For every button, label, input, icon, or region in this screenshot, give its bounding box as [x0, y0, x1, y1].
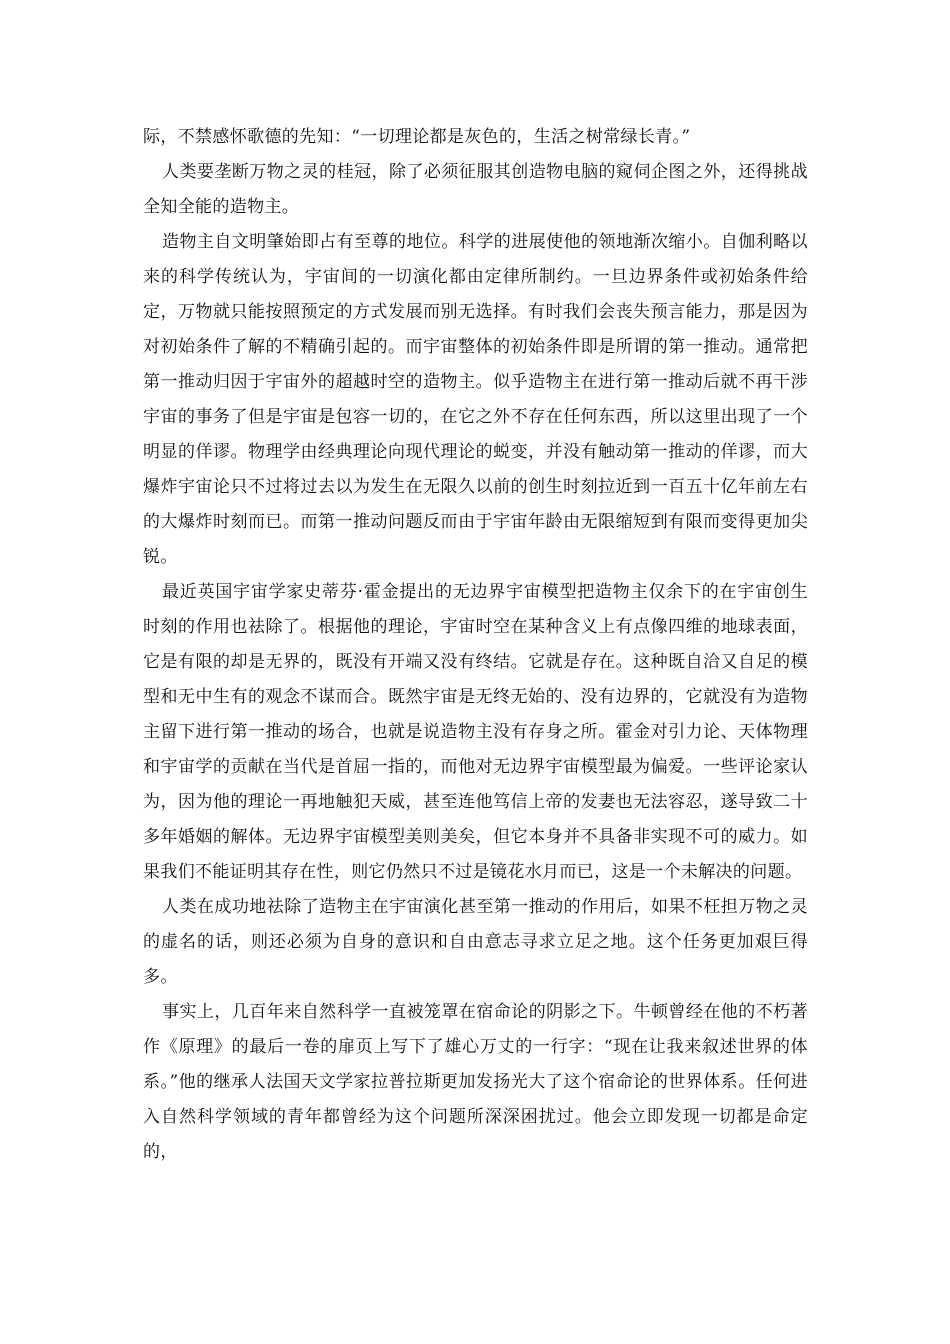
document-body	[143, 120, 808, 1170]
paragraph-continuation: 际，不禁感怀歌德的先知：“一切理论都是灰色的，生活之树常绿长青。”	[143, 127, 691, 147]
paragraph: 人类在成功地祛除了造物主在宇宙演化甚至第一推动的作用后，如果不枉担万物之灵的虚名的话，则还必须为自身的意识和自由意志寻求立足之地。这个任务更加艰巨得多。	[143, 897, 808, 987]
paragraph: 事实上，几百年来自然科学一直被笼罩在宿命论的阴影之下。牛顿曾经在他的不朽著作《原理》的最后一卷的扉页上写下了雄心万丈的一行字：“现在让我来叙述世界的体系。”他的继承人法国天文学家拉普拉斯更加发扬光大了这个宿命论的世界体系。任何进入自然科学领域的青年都曾经为这个问题所深深困扰过。他会立即发现一切都是命定的，	[143, 1002, 808, 1162]
paragraph: 人类要垄断万物之灵的桂冠，除了必须征服其创造物电脑的窥伺企图之外，还得挑战全知全能的造物主。	[143, 162, 808, 217]
paragraph: 造物主自文明肇始即占有至尊的地位。科学的进展使他的领地渐次缩小。自伽利略以来的科学传统认为，宇宙间的一切演化都由定律所制约。一旦边界条件或初始条件给定，万物就只能按照预定的方式发展而别无选择。有时我们会丧失预言能力，那是因为对初始条件了解的不精确引起的。而宇宙整体的初始条件即是所谓的第一推动。通常把第一推动归因于宇宙外的超越时空的造物主。似乎造物主在进行第一推动后就不再干涉宇宙的事务了但是宇宙是包容一切的，在它之外不存在任何东西，所以这里出现了一个明显的佯谬。物理学由经典理论向现代理论的蜕变，并没有触动第一推动的佯谬，而大爆炸宇宙论只不过将过去以为发生在无限久以前的创生时刻拉近到一百五十亿年前左右的大爆炸时刻而已。而第一推动问题反而由于宇宙年龄由无限缩短到有限而变得更加尖锐。	[143, 232, 808, 567]
paragraph: 最近英国宇宙学家史蒂芬·霍金提出的无边界宇宙模型把造物主仅余下的在宇宙创生时刻的作用也祛除了。根据他的理论，宇宙时空在某种含义上有点像四维的地球表面，它是有限的却是无界的，既没有开端又没有终结。它就是存在。这种既自洽又自足的模型和无中生有的观念不谋而合。既然宇宙是无终无始的、没有边界的，它就没有为造物主留下进行第一推动的场合，也就是说造物主没有存身之所。霍金对引力论、天体物理和宇宙学的贡献在当代是首屈一指的，而他对无边界宇宙模型最为偏爱。一些评论家认为，因为他的理论一再地触犯天威，甚至连他笃信上帝的发妻也无法容忍，遂导致二十多年婚姻的解体。无边界宇宙模型美则美矣，但它本身并不具备非实现不可的威力。如果我们不能证明其存在性，则它仍然只不过是镜花水月而已，这是一个未解决的问题。	[143, 582, 808, 882]
